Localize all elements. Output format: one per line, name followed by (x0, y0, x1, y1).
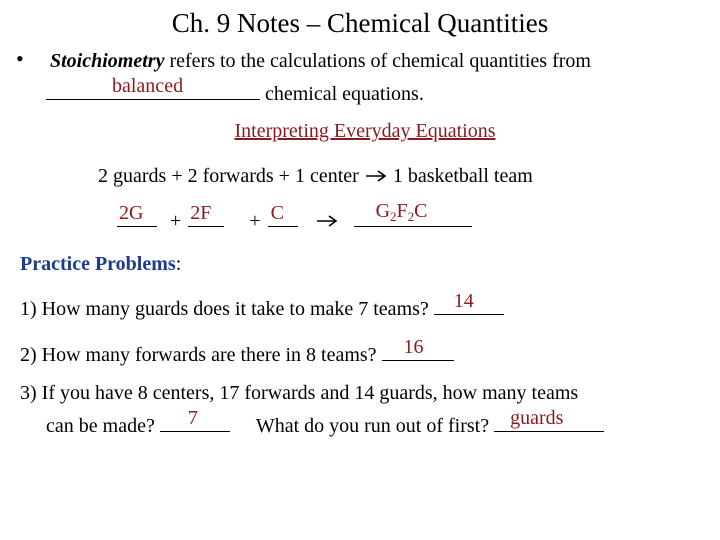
question-3-line2b: What do you run out of first? (255, 415, 495, 437)
question-3-blank-a (160, 407, 230, 432)
equation-reactants: 2 guards + 2 forwards + 1 center (98, 165, 359, 187)
team-answer: $G_2F_2C$ (375, 200, 428, 224)
question-1 (20, 290, 504, 321)
guards-answer: 2G (119, 202, 144, 224)
intro-line-2 (46, 75, 424, 106)
symbol-equation (117, 200, 472, 233)
center-blank (268, 202, 298, 227)
center-answer: C (270, 202, 284, 224)
question-3-line-2 (46, 407, 604, 438)
question-3-answer-b: guards (510, 407, 564, 429)
plus-sign: + (170, 210, 182, 232)
word-equation (98, 165, 533, 188)
arrow-right-icon (315, 214, 339, 228)
intro-line-2-rest: chemical equations. (260, 83, 424, 105)
question-2 (20, 336, 454, 367)
page-title: Ch. 9 Notes – Chemical Quantities (171, 8, 549, 38)
intro-rest: refers to the calculations of chemical quantities from (164, 50, 591, 72)
guards-blank (117, 202, 157, 227)
balanced-answer: balanced (112, 75, 184, 97)
forwards-blank (188, 202, 224, 227)
question-1-text: 1) How many guards does it take to make 7 teams? (20, 298, 434, 320)
question-2-answer: 16 (403, 336, 424, 358)
plus-sign-2: + (249, 210, 261, 232)
arrow-right-icon (364, 169, 388, 183)
question-2-text: 2) How many forwards are there in 8 teams? (20, 344, 382, 366)
section-heading (0, 120, 720, 143)
question-3-answer-a: 7 (187, 407, 198, 429)
equation-product: 1 basketball team (392, 165, 533, 187)
team-blank (354, 200, 472, 227)
practice-heading (20, 253, 181, 276)
forwards-answer: 2F (190, 202, 212, 224)
question-2-blank (382, 336, 454, 361)
question-3-blank-b (494, 407, 604, 432)
intro-line-1 (50, 50, 591, 73)
term-stoichiometry: Stoichiometry (50, 50, 165, 72)
bullet-marker: • (16, 46, 24, 71)
question-3 (20, 382, 578, 405)
question-3-text: 3) If you have 8 centers, 17 forwards and 14 guards, how many teams (20, 382, 579, 404)
question-1-blank (434, 290, 504, 315)
question-1-answer: 14 (453, 290, 474, 312)
section-heading-text: Interpreting Everyday Equations (234, 120, 496, 142)
practice-colon: : (175, 253, 182, 275)
question-3-line2a: can be made? (46, 415, 160, 437)
balanced-blank (46, 75, 260, 100)
practice-label: Practice Problems (20, 253, 176, 275)
